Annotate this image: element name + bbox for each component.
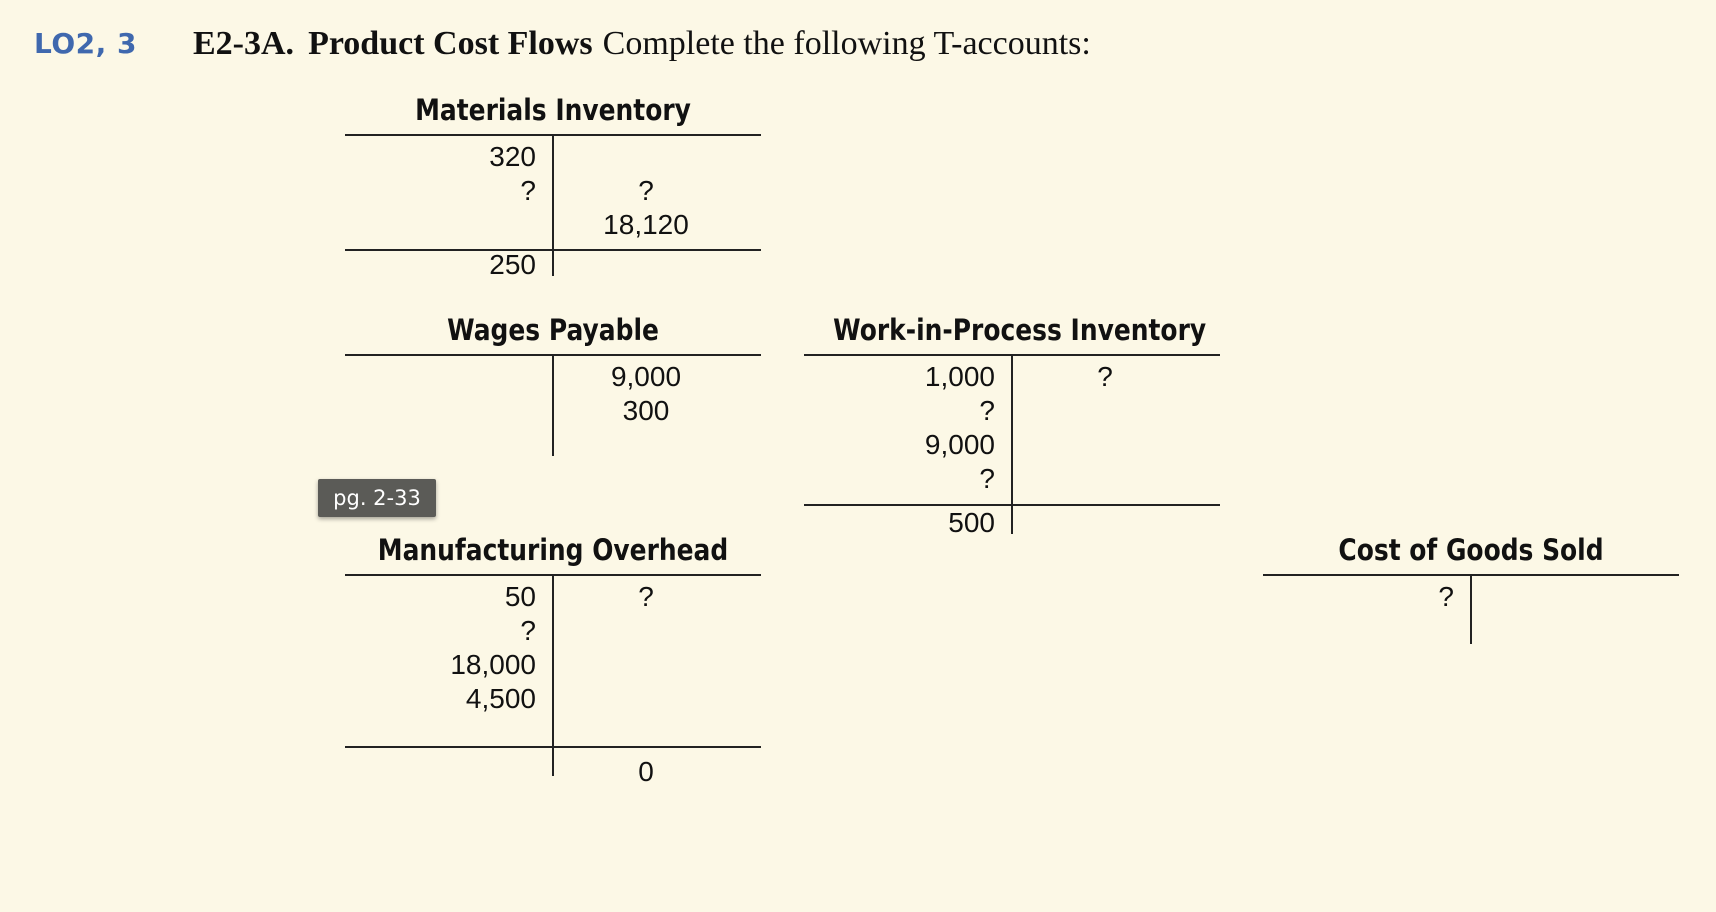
credit-entry: ? bbox=[638, 175, 654, 206]
debit-entry: ? bbox=[1438, 581, 1454, 612]
exercise-heading bbox=[193, 25, 1091, 63]
t-account-divider-ending bbox=[552, 748, 554, 776]
ending-balance: 250 bbox=[489, 249, 536, 280]
debit-entry: 4,500 bbox=[465, 683, 536, 714]
debit-entry: ? bbox=[520, 615, 536, 646]
account-title: Wages Payable bbox=[447, 313, 659, 347]
page-reference-badge[interactable]: pg. 2-33 bbox=[318, 479, 436, 517]
ending-credit bbox=[561, 755, 731, 789]
credit-entry: ? bbox=[1097, 361, 1113, 392]
t-account-divider bbox=[1011, 354, 1013, 514]
credit-column bbox=[1020, 360, 1190, 394]
t-account-manufacturing-overhead bbox=[345, 530, 761, 790]
t-account-divider bbox=[552, 134, 554, 250]
debit-entry: 50 bbox=[504, 581, 536, 612]
t-account-work-in-process bbox=[804, 310, 1220, 550]
debit-column bbox=[489, 140, 536, 208]
debit-entry: 9,000 bbox=[924, 429, 995, 460]
account-title: Work-in-Process Inventory bbox=[833, 313, 1207, 347]
debit-entry: ? bbox=[979, 463, 995, 494]
exercise-title: Product Cost Flows bbox=[308, 25, 593, 62]
account-title: Materials Inventory bbox=[415, 93, 691, 127]
credit-entry: ? bbox=[638, 581, 654, 612]
debit-column bbox=[450, 580, 536, 716]
t-account-divider-ending bbox=[552, 251, 554, 276]
debit-column bbox=[1438, 580, 1454, 614]
debit-entry: 18,000 bbox=[450, 649, 536, 680]
ending-debit bbox=[948, 506, 995, 540]
learning-objective-label: LO2, 3 bbox=[34, 27, 137, 60]
ending-balance: 500 bbox=[948, 507, 995, 538]
credit-entry: 9,000 bbox=[610, 361, 682, 392]
account-title: Cost of Goods Sold bbox=[1338, 533, 1604, 567]
t-account-cost-of-goods-sold bbox=[1263, 530, 1679, 650]
t-account-materials-inventory bbox=[345, 90, 761, 290]
debit-entry: 1,000 bbox=[924, 361, 995, 392]
credit-entry: 18,120 bbox=[603, 209, 689, 240]
credit-column bbox=[561, 360, 731, 428]
credit-entry: 300 bbox=[622, 395, 670, 426]
debit-entry: 320 bbox=[489, 141, 536, 172]
account-title: Manufacturing Overhead bbox=[377, 533, 729, 567]
t-account-divider bbox=[1470, 574, 1472, 644]
t-account-divider bbox=[552, 574, 554, 746]
ending-debit bbox=[489, 248, 536, 282]
debit-entry: ? bbox=[979, 395, 995, 426]
t-account-wages-payable bbox=[345, 310, 761, 460]
credit-column bbox=[561, 174, 731, 242]
exercise-number: E2-3A. bbox=[193, 25, 295, 62]
debit-column bbox=[925, 360, 995, 496]
t-account-divider bbox=[552, 354, 554, 456]
t-account-divider-ending bbox=[1011, 506, 1013, 534]
credit-column bbox=[561, 580, 731, 614]
exercise-instruction: Complete the following T-accounts: bbox=[602, 25, 1091, 62]
ending-balance: 0 bbox=[638, 756, 654, 787]
debit-entry: ? bbox=[520, 175, 536, 206]
